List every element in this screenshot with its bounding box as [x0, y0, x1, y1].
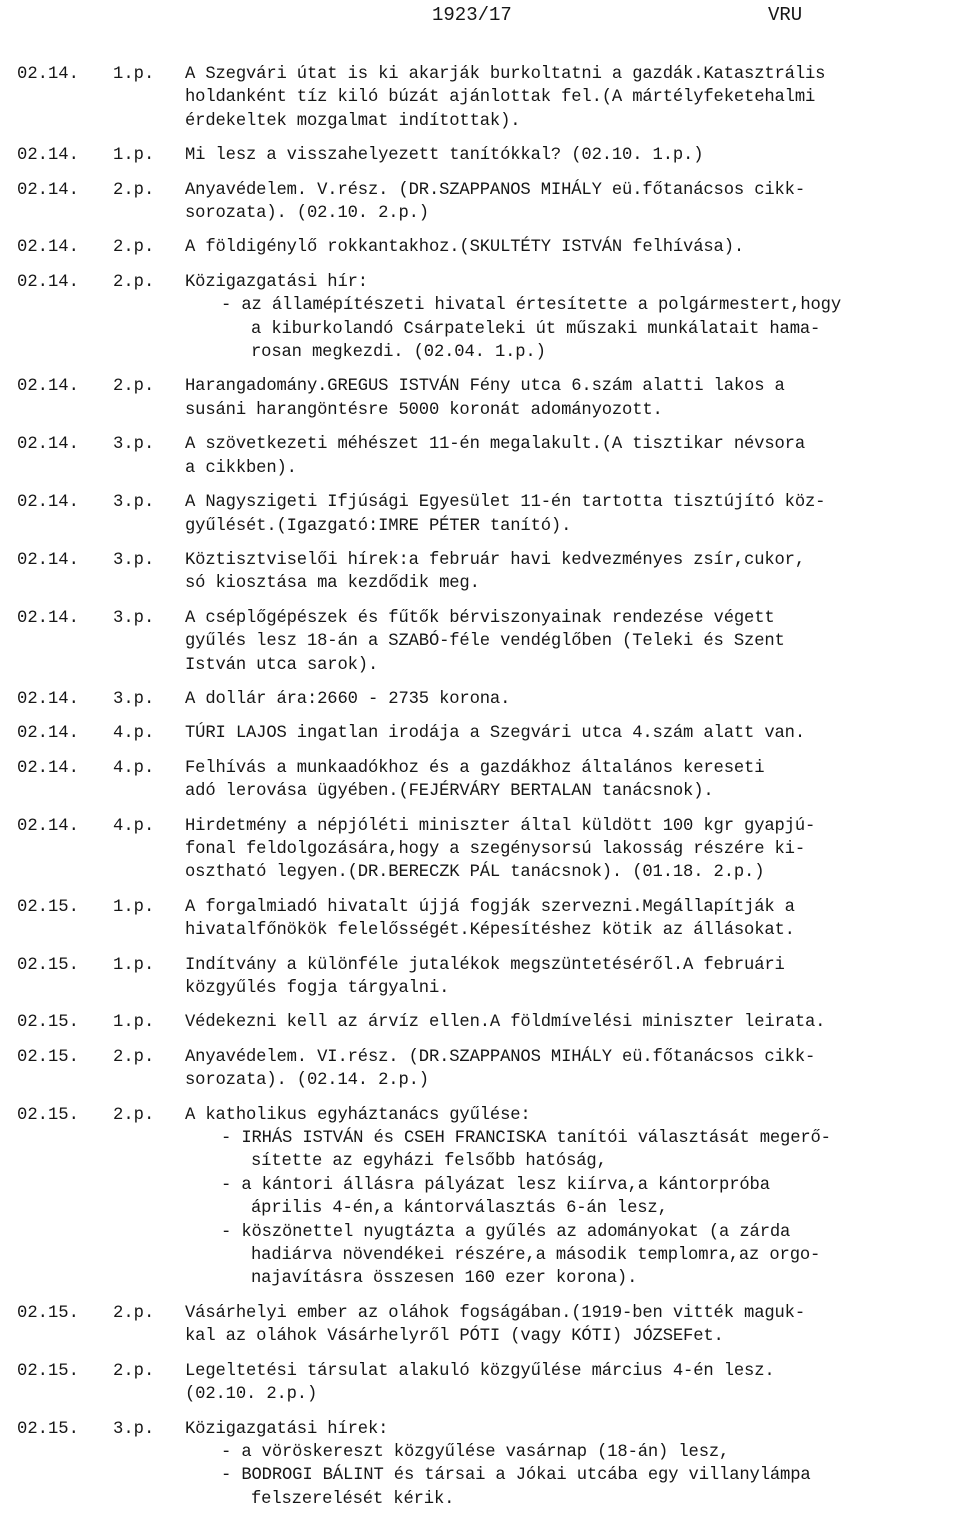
entry-line: a cikkben). [185, 458, 297, 478]
entry-line: A katholikus egyháztanács gyűlése: [185, 1105, 531, 1125]
entry-page: 2.p. [113, 238, 155, 258]
bullet-item [185, 1127, 955, 1174]
entry-page: 3.p. [113, 608, 155, 628]
entry-page: 2.p. [113, 1303, 155, 1323]
entry-line: TÚRI LAJOS ingatlan irodája a Szegvári utca 4.szám alatt van. [185, 724, 806, 744]
entry-content [185, 433, 955, 480]
bullet-item [185, 1441, 955, 1464]
entry-content [185, 954, 955, 1001]
entry-line: osztható legyen.(DR.BERECZK PÁL tanácsnok). (01.18. 2.p.) [185, 863, 765, 883]
bullet-continuation-line: hadiárva növendékei részére,a második templomra,az orgo- [251, 1246, 821, 1266]
document-code: VRU [768, 4, 803, 26]
entry-date: 02.15. [17, 1419, 79, 1439]
entry-content [185, 1418, 955, 1512]
entry-page: 1.p. [113, 1013, 155, 1033]
entry-date: 02.14. [17, 550, 79, 570]
entry-content [185, 896, 955, 943]
list-item [0, 954, 960, 1001]
entry-line: só kiosztása ma kezdődik meg. [185, 574, 480, 594]
entry-page: 3.p. [113, 1419, 155, 1439]
entry-line: adó lerovása ügyében.(FEJÉRVÁRY BERTALAN tanácsnok). [185, 782, 714, 802]
entry-page: 2.p. [113, 1361, 155, 1381]
entry-content [185, 757, 955, 804]
entry-line: Közigazgatási hírek: [185, 1419, 389, 1439]
list-item [0, 607, 960, 677]
list-item [0, 179, 960, 226]
entry-date: 02.14. [17, 180, 79, 200]
bullet-continuation-line: a kiburkolandó Csárpateleki út műszaki munkálatait hama- [251, 319, 821, 339]
entry-content [185, 1046, 955, 1093]
entry-page: 1.p. [113, 146, 155, 166]
list-item [0, 271, 960, 365]
bullet-item [185, 1464, 955, 1511]
entry-page: 1.p. [113, 65, 155, 84]
entry-line: A dollár ára:2660 - 2735 korona. [185, 689, 511, 709]
bullet-continuation-line: április 4-én,a kántorválasztás 6-án lesz, [251, 1199, 668, 1219]
entry-date: 02.15. [17, 1047, 79, 1067]
entry-line: gyűlését.(Igazgató:IMRE PÉTER tanító). [185, 516, 572, 536]
page-header [0, 2, 960, 30]
entry-date: 02.14. [17, 816, 79, 836]
entry-date: 02.14. [17, 493, 79, 513]
entry-line: A Nagyszigeti Ifjúsági Egyesület 11-én tartotta tisztújító köz- [185, 493, 826, 513]
entry-date: 02.15. [17, 1303, 79, 1323]
entry-date: 02.14. [17, 377, 79, 397]
bullet-item [185, 1174, 955, 1221]
entry-content [185, 815, 955, 885]
entry-page: 2.p. [113, 180, 155, 200]
entry-page: 4.p. [113, 724, 155, 744]
entry-date: 02.14. [17, 758, 79, 778]
entry-line: Indítvány a különféle jutalékok megszüntetéséről.A februári [185, 955, 785, 975]
document-id: 1923/17 [432, 4, 512, 26]
entry-page: 3.p. [113, 493, 155, 513]
entry-page: 3.p. [113, 550, 155, 570]
bullet-continuation-line: rosan megkezdi. (02.04. 1.p.) [251, 343, 546, 363]
list-item [0, 1418, 960, 1512]
bullet-continuation-line: sítette az egyházi felsőbb hatóság, [251, 1152, 607, 1172]
list-item [0, 144, 960, 167]
entry-content [185, 1302, 955, 1349]
entry-line: kal az oláhok Vásárhelyről PÓTI (vagy KÓTI) JÓZSEFet. [185, 1327, 724, 1347]
entry-date: 02.15. [17, 955, 79, 975]
entry-line: sorozata). (02.14. 2.p.) [185, 1071, 429, 1091]
bullet-continuation-line: felszerelését kérik. [251, 1489, 455, 1509]
entry-page: 3.p. [113, 435, 155, 455]
list-item [0, 433, 960, 480]
entry-page: 2.p. [113, 272, 155, 292]
entry-page: 3.p. [113, 689, 155, 709]
entry-date: 02.15. [17, 1013, 79, 1033]
bullet-item [185, 1221, 955, 1291]
entry-content [185, 63, 955, 133]
list-item [0, 1104, 960, 1291]
entry-line: közgyűlés fogja tárgyalni. [185, 979, 450, 998]
entry-page: 4.p. [113, 816, 155, 836]
entry-content [185, 1104, 955, 1291]
list-item [0, 375, 960, 422]
bullet-first-line: - köszönettel nyugtázta a gyűlés az adományokat (a zárda [221, 1222, 791, 1242]
list-item [0, 1360, 960, 1407]
entry-line: Védekezni kell az árvíz ellen.A földmívelési miniszter leirata. [185, 1013, 826, 1033]
list-item [0, 549, 960, 596]
entry-line: A cséplőgépészek és fűtők bérviszonyainak rendezése végett [185, 608, 775, 628]
entry-line: A Szegvári útat is ki akarják burkoltatni a gazdák.Katasztrális [185, 65, 826, 84]
bullet-first-line: - az államépítészeti hivatal értesítette a polgármestert,hogy [221, 296, 842, 316]
bullet-item [185, 294, 955, 364]
entry-list [0, 63, 960, 1522]
bullet-first-line: - BODROGI BÁLINT és társai a Jókai utcába egy villanylámpa [221, 1466, 811, 1486]
list-item [0, 722, 960, 745]
entry-line: István utca sarok). [185, 655, 379, 675]
entry-content [185, 1360, 955, 1407]
list-item [0, 1302, 960, 1349]
entry-content [185, 144, 955, 167]
entry-date: 02.15. [17, 1105, 79, 1125]
entry-date: 02.14. [17, 238, 79, 258]
entry-content [185, 179, 955, 226]
entry-content [185, 236, 955, 259]
list-item [0, 815, 960, 885]
entry-line: hivatalfőnökök felelősségét.Képesítéshez kötik az állásokat. [185, 921, 795, 941]
list-item [0, 1011, 960, 1034]
entry-content [185, 1011, 955, 1034]
entry-line: susáni harangöntésre 5000 koronát adományozott. [185, 400, 663, 420]
bullet-first-line: - a vöröskereszt közgyűlése vasárnap (18-án) lesz, [221, 1442, 730, 1462]
list-item [0, 896, 960, 943]
entry-date: 02.14. [17, 65, 79, 84]
entry-line: (02.10. 2.p.) [185, 1385, 318, 1405]
entry-page: 1.p. [113, 897, 155, 917]
entry-content [185, 607, 955, 677]
entry-line: sorozata). (02.10. 2.p.) [185, 204, 429, 224]
list-item [0, 236, 960, 259]
entry-line: Felhívás a munkaadókhoz és a gazdákhoz általános kereseti [185, 758, 765, 778]
entry-content [185, 549, 955, 596]
list-item [0, 63, 960, 133]
entry-line: Köztisztviselői hírek:a február havi kedvezményes zsír,cukor, [185, 550, 806, 570]
entry-line: érdekeltek mozgalmat indítottak). [185, 111, 521, 131]
list-item [0, 491, 960, 538]
entry-line: A földigénylő rokkantakhoz.(SKULTÉTY ISTVÁN felhívása). [185, 238, 745, 258]
entry-page: 2.p. [113, 377, 155, 397]
list-item [0, 757, 960, 804]
entry-page: 1.p. [113, 955, 155, 975]
entry-page: 2.p. [113, 1105, 155, 1125]
entry-line: Közigazgatási hír: [185, 272, 368, 292]
bullet-continuation-line: najavításra összesen 160 ezer korona). [251, 1269, 638, 1289]
entry-date: 02.14. [17, 608, 79, 628]
entry-line: fonal feldolgozására,hogy a szegénysorsú lakosság részére ki- [185, 839, 806, 859]
bullet-first-line: - IRHÁS ISTVÁN és CSEH FRANCISKA tanítói választását megerő- [221, 1129, 831, 1149]
entry-page: 2.p. [113, 1047, 155, 1067]
entry-line: Harangadomány.GREGUS ISTVÁN Fény utca 6.szám alatti lakos a [185, 377, 785, 397]
entry-date: 02.15. [17, 897, 79, 917]
entry-line: Legeltetési társulat alakuló közgyűlése március 4-én lesz. [185, 1361, 775, 1381]
entry-line: Vásárhelyi ember az oláhok fogságában.(1919-ben vitték maguk- [185, 1303, 806, 1323]
entry-date: 02.14. [17, 724, 79, 744]
entry-line: holdanként tíz kiló búzát ajánlottak fel.(A mártélyfeketehalmi [185, 88, 816, 108]
entry-line: A szövetkezeti méhészet 11-én megalakult.(A tisztikar névsora [185, 435, 806, 455]
entry-line: Anyavédelem. V.rész. (DR.SZAPPANOS MIHÁLY eü.főtanácsos cikk- [185, 180, 806, 200]
entry-content [185, 375, 955, 422]
entry-page: 4.p. [113, 758, 155, 778]
entry-date: 02.15. [17, 1361, 79, 1381]
entry-content [185, 688, 955, 711]
entry-line: Anyavédelem. VI.rész. (DR.SZAPPANOS MIHÁLY eü.főtanácsos cikk- [185, 1047, 816, 1067]
list-item [0, 1046, 960, 1093]
entry-line: Mi lesz a visszahelyezett tanítókkal? (02.10. 1.p.) [185, 146, 704, 166]
bullet-first-line: - a kántori állásra pályázat lesz kiírva,a kántorpróba [221, 1175, 770, 1195]
entry-date: 02.14. [17, 272, 79, 292]
entry-content [185, 491, 955, 538]
entry-content [185, 722, 955, 745]
list-item [0, 688, 960, 711]
entry-date: 02.14. [17, 146, 79, 166]
entry-line: Hirdetmény a népjóléti miniszter által küldött 100 kgr gyapjú- [185, 816, 816, 836]
entry-date: 02.14. [17, 435, 79, 455]
entry-date: 02.14. [17, 689, 79, 709]
entry-content [185, 271, 955, 365]
entry-line: gyűlés lesz 18-án a SZABÓ-féle vendéglőben (Teleki és Szent [185, 632, 785, 652]
entry-line: A forgalmiadó hivatalt újjá fogják szervezni.Megállapítják a [185, 897, 795, 917]
